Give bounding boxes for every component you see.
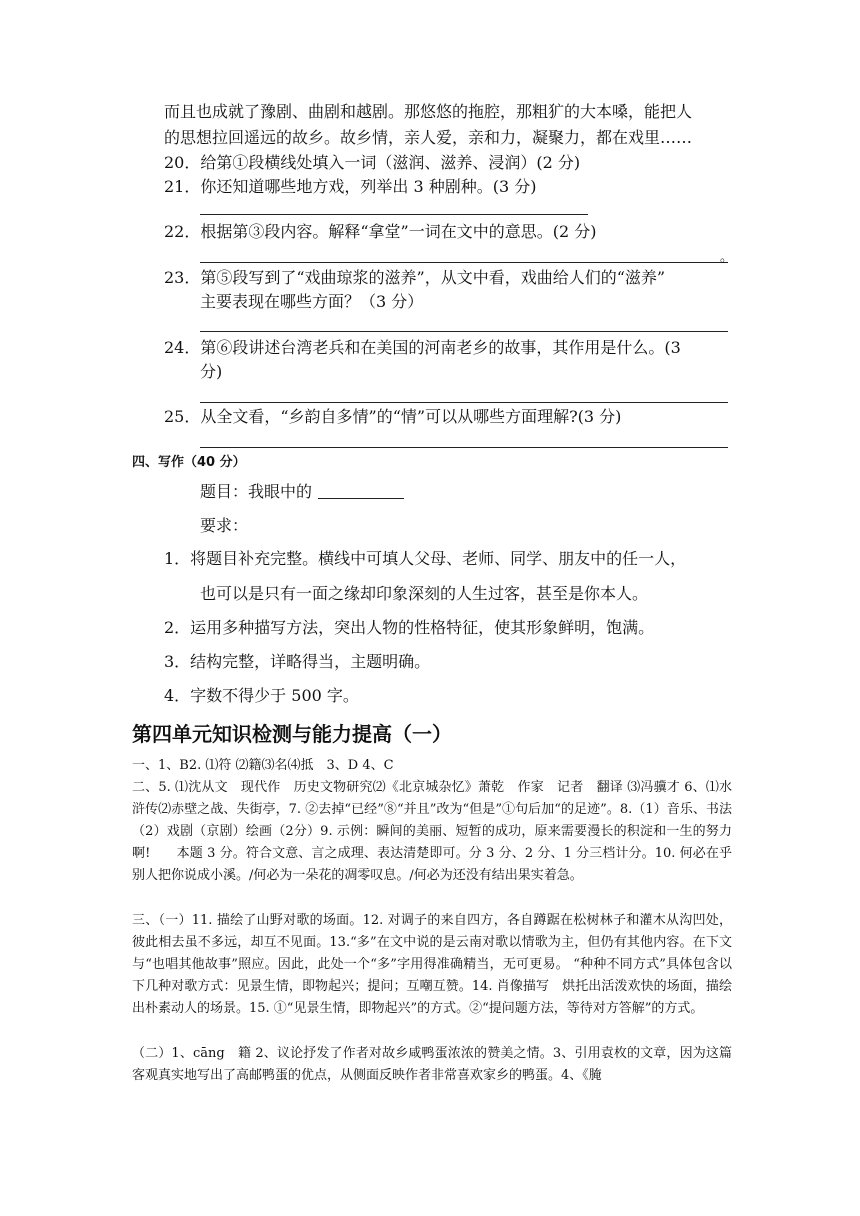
question-23-line-2: 主要表现在哪些方面？（3 分）: [200, 292, 424, 311]
answer-paragraph-1: 一、1、B2. ⑴符 ⑵籍⑶名⑷抵 3、D 4、C: [132, 758, 394, 773]
answer-line-24: [200, 402, 728, 403]
question-22: 22．根据第③段内容。解释“拿堂”一词在文中的意思。(2 分): [164, 222, 597, 241]
requirements-label: 要求：: [200, 516, 249, 535]
title-blank: [318, 484, 404, 499]
answer-line-22-end: 。: [720, 250, 734, 265]
answer-line-21: [200, 214, 588, 215]
passage-line-2: 的思想拉回遥远的故乡。故乡情，亲人爱，亲和力，凝聚力，都在戏里……: [164, 128, 693, 147]
answer-paragraph-2: 二、5. ⑴沈从文 现代作 历史文物研究⑵《北京城杂忆》萧乾 作家 记者 翻译 ⑶冯骥才 6、⑴水浒传⑵赤壁之战、失街亭，7. ②去掉“已经”⑧“并且”改为“但是”①句后加“的足迹”。8.（1）音乐、书法（2）戏剧（京剧）绘画（2分）9. 示例：瞬间的美丽、短暂的成功，原来需要漫长的积淀和一生的努力啊! 本题 3 分。符合文意、言之成理、表达清楚即可。分 3 分、2 分、1 分三档计分。10. 何必在乎别人把你说成小溪。/何必为一朵花的凋零叹息。/何必为还没有结出果实着急。: [132, 780, 732, 883]
answer-line-25: [200, 447, 728, 448]
question-24-line-2: 分): [200, 362, 223, 381]
answer-paragraph-3: 三、（一）11. 描绘了山野对歌的场面。12. 对调子的来自四方，各自蹲踞在松树林子和灌木从沟凹处，彼此相去虽不多远，却互不见面。13.“多”在文中说的是云南对歌以情歌为主，但仍有其他内容。在下文与“也唱其他故事”照应。因此，此处一个“多”字用得准确精当，无可更易。 “种种不同方式”具体包含以下几种对歌方式：见景生情，即物起兴；提问；互嘲互赞。14. 肖像描写 烘托出活泼欢快的场面，描绘出朴素动人的场景。15. ①“见景生情，即物起兴”的方式。②“提问题方法，等待对方答解”的方式。: [132, 913, 732, 1016]
writing-heading: 四、写作（40 分）: [132, 455, 246, 470]
requirement-1-line-2: 也可以是只有一面之缘却印象深刻的人生过客，甚至是你本人。: [200, 584, 649, 603]
writing-title: [200, 481, 404, 503]
question-25: 25．从全文看，“乡韵自多情”的“情”可以从哪些方面理解?(3 分): [164, 407, 622, 426]
answer-paragraph-4: （二）1、cāng 籍 2、议论抒发了作者对故乡咸鸭蛋浓浓的赞美之情。3、引用袁枚的文章，因为这篇客观真实地写出了高邮鸭蛋的优点，从侧面反映作者非常喜欢家乡的鸭蛋。4、《腌: [132, 1046, 732, 1083]
writing-title-prefix: 题目：我眼中的: [200, 482, 313, 501]
question-23-line-1: 23．第⑤段写到了“戏曲琼浆的滋养”，从文中看，戏曲给人们的“滋养”: [164, 268, 666, 287]
question-21: 21．你还知道哪些地方戏，列举出 3 种剧种。(3 分): [164, 177, 537, 196]
requirement-3: 3．结构完整，详略得当，主题明确。: [164, 652, 431, 671]
requirement-2: 2．运用多种描写方法，突出人物的性格特征，使其形象鲜明，饱满。: [164, 618, 655, 637]
question-24-line-1: 24．第⑥段讲述台湾老兵和在美国的河南老乡的故事，其作用是什么。(3: [164, 338, 681, 357]
requirement-1-line-1: 1．将题目补充完整。横线中可填人父母、老师、同学、朋友中的任一人，: [164, 549, 687, 568]
answers-heading: 第四单元知识检测与能力提高（一）: [132, 722, 452, 746]
requirement-4: 4．字数不得少于 500 字。: [164, 686, 359, 705]
answer-line-22: [200, 262, 728, 263]
answer-line-23: [200, 331, 728, 332]
passage-line-1: 而且也成就了豫剧、曲剧和越剧。那悠悠的拖腔，那粗犷的大本嗓，能把人: [164, 102, 693, 121]
question-20: 20．给第①段横线处填入一词（滋润、滋养、浸润）(2 分): [164, 153, 581, 172]
